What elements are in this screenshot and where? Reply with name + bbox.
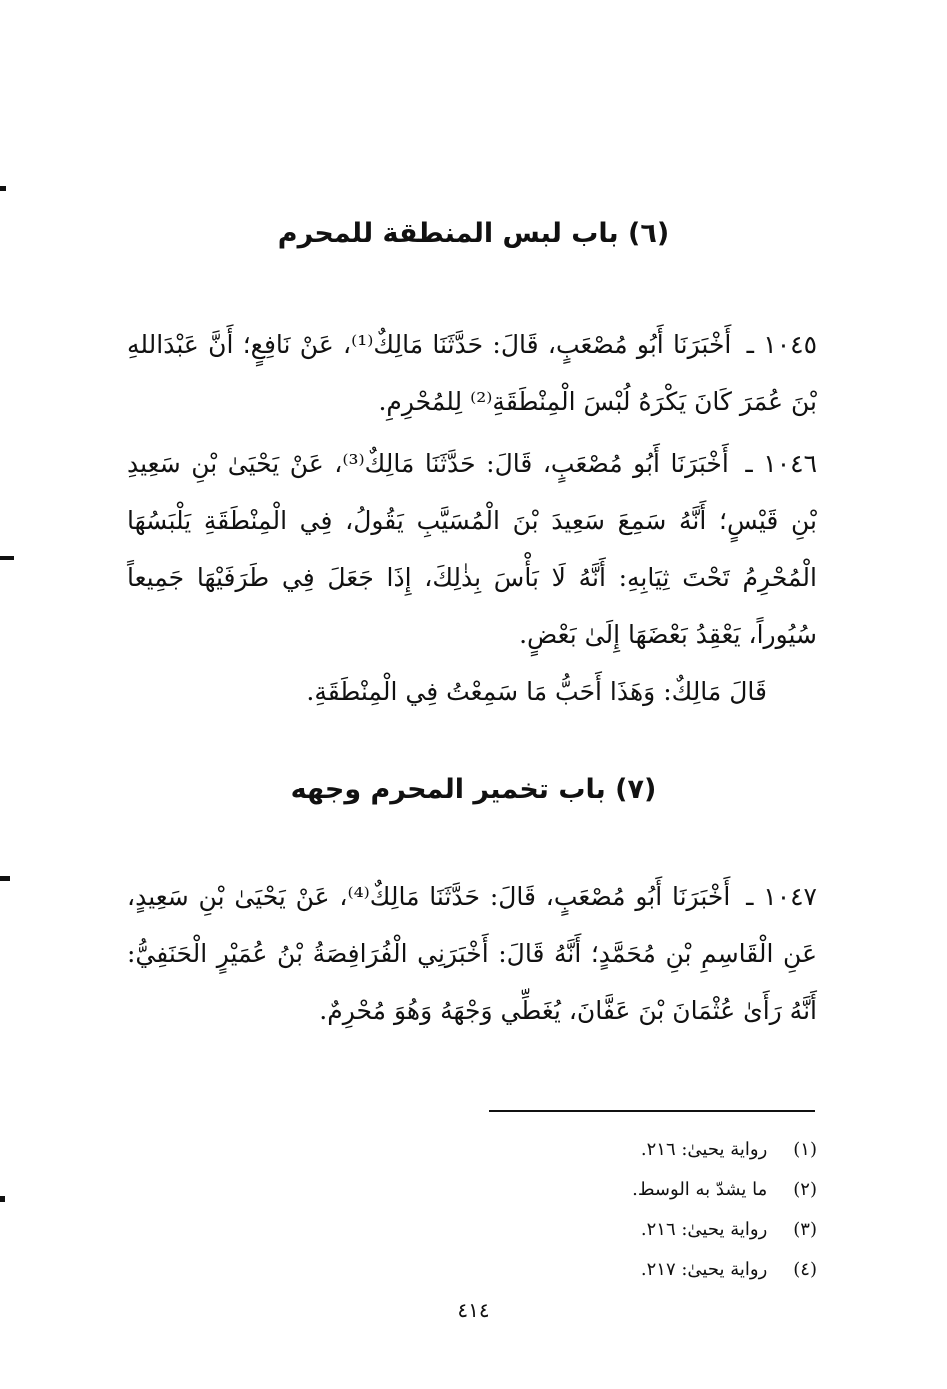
- footnote-3: [487, 1210, 817, 1250]
- footnote-2: [487, 1170, 817, 1210]
- scan-edge-mark: [0, 556, 14, 560]
- footnote-number: (١): [793, 1139, 817, 1160]
- hadith-text: أَخْبَرَنَا أَبُو مُصْعَبٍ، قَالَ: حَدَّثَنَا مَالِكٌ⁽⁴⁾، عَنْ يَحْيَىٰ بْنِ سَعِيدٍ، عَنِ الْقَاسِمِ بْنِ مُحَمَّدٍ؛ أَنَّهُ قَالَ: أَخْبَرَنِي الْفُرَافِصَةُ بْنُ عُمَيْرٍ الْحَنَفِيُّ: أَنَّهُ رَأَىٰ عُثْمَانَ بْنَ عَفَّانَ، يُغَطِّي وَجْهَهُ وَهُوَ مُحْرِمٌ.: [127, 882, 817, 1025]
- scan-edge-mark: [0, 1196, 5, 1202]
- footnote-number: (٣): [793, 1219, 817, 1240]
- hadith-text: أَخْبَرَنَا أَبُو مُصْعَبٍ، قَالَ: حَدَّثَنَا مَالِكٌ⁽¹⁾، عَنْ نَافِعٍ؛ أَنَّ عَبْدَاللهِ بْنَ عُمَرَ كَانَ يَكْرَهُ لُبْسَ الْمِنْطَقَةِ⁽²⁾ لِلمُحْرِمِ.: [127, 330, 817, 416]
- hadith-1045: [127, 316, 817, 430]
- section-heading-6: (٦) باب لبس المنطقة للمحرم: [277, 218, 670, 249]
- footnote-text: ما يشدّ به الوسط.: [632, 1179, 768, 1200]
- footnote-number: (٤): [793, 1259, 817, 1280]
- scan-edge-mark: [0, 876, 10, 881]
- section-heading-7: (٧) باب تخمير المحرم وجهه: [290, 774, 657, 805]
- footnotes: [487, 1130, 817, 1290]
- hadith-1046: [127, 435, 817, 663]
- hadith-number: ١٠٤٦ ـ: [745, 449, 817, 478]
- footnote-text: رواية يحيىٰ: ٢١٦.: [640, 1219, 768, 1240]
- hadith-number: ١٠٤٥ ـ: [746, 330, 817, 359]
- footnote-number: (٢): [793, 1179, 817, 1200]
- section-body-7: [127, 868, 817, 1039]
- page-number: ٤١٤: [457, 1298, 490, 1322]
- footnote-text: رواية يحيىٰ: ٢١٧.: [640, 1259, 768, 1280]
- scan-edge-mark: [0, 186, 6, 191]
- malik-note: قَالَ مَالِكٌ: وَهَذَا أَحَبُّ مَا سَمِعْتُ فِي الْمِنْطَقَةِ.: [306, 677, 767, 706]
- hadith-number: ١٠٤٧ ـ: [746, 882, 817, 911]
- footnote-4: [487, 1250, 817, 1290]
- hadith-text: أَخْبَرَنَا أَبُو مُصْعَبٍ، قَالَ: حَدَّثَنَا مَالِكٌ⁽³⁾، عَنْ يَحْيَىٰ بْنِ سَعِيدِ بْنِ قَيْسٍ؛ أَنَّهُ سَمِعَ سَعِيدَ بْنَ الْمُسَيَّبِ يَقُولُ، فِي الْمِنْطَقَةِ يَلْبَسُهَا الْمُحْرِمُ تَحْتَ ثِيَابِهِ: أَنَّهُ لَا بَأْسَ بِذٰلِكَ، إِذَا جَعَلَ فِي طَرَفَيْهَا جَمِيعاً سُيُوراً، يَعْقِدُ بَعْضَهَا إِلَىٰ بَعْضٍ.: [127, 449, 817, 649]
- footnote-separator: [489, 1110, 815, 1112]
- section-body-6: [127, 316, 817, 720]
- footnote-1: [487, 1130, 817, 1170]
- hadith-1047: [127, 868, 817, 1039]
- footnote-text: رواية يحيىٰ: ٢١٦.: [640, 1139, 768, 1160]
